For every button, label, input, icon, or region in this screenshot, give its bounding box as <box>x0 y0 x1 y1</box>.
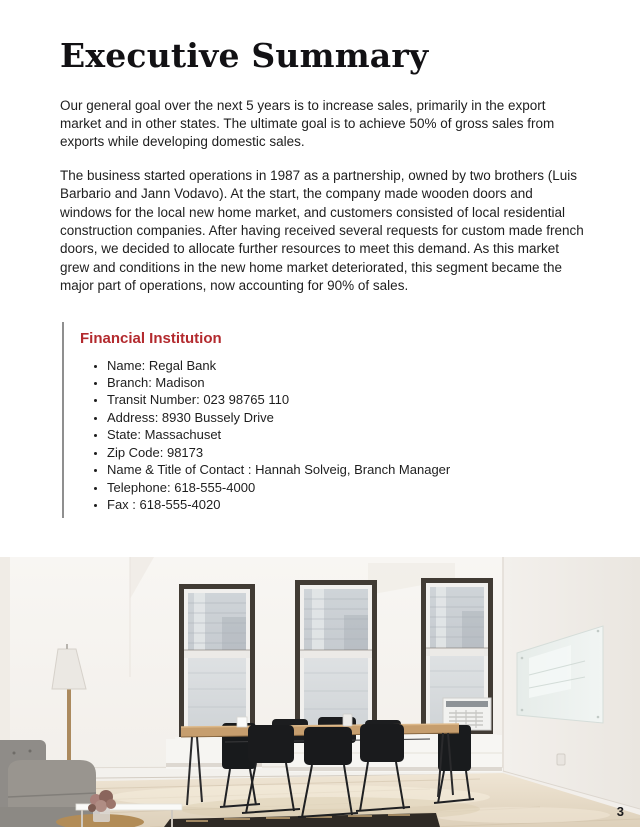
intro-paragraph: Our general goal over the next 5 years is to increase sales, primarily in the export market and in other states. The ultimate goal is to achieve 50% of gross sales from exports while developing domestic sales. <box>60 97 555 150</box>
list-item-name: • Name: Regal Bank <box>107 357 584 374</box>
list-item-branch: • Branch: Madison <box>107 374 584 391</box>
list-item-telephone: • Telephone: 618-555-4000 <box>107 479 584 496</box>
page-title: Executive Summary <box>60 36 429 75</box>
page-number: 3 <box>616 804 624 820</box>
list-item-fax: • Fax : 618-555-4020 <box>107 496 584 513</box>
financial-details-list <box>80 357 584 514</box>
history-paragraph: The business started operations in 1987 as a partnership, owned by two brothers (Luis Barbario and Jann Vodavo). At the start, the company made wooden doors and windows for the local new home market, and customers consisted of local residential construction companies. After having received several requests for custom made french doors, we decided to allocate further resources to meet this demand. As this market grew and conditions in the new home market deteriorated, this segment became the major part of operations, now accounting for 90% of sales. <box>60 167 584 294</box>
financial-institution-section <box>62 322 584 519</box>
right-wall <box>503 557 640 818</box>
section-heading: Financial Institution <box>80 329 222 347</box>
office-meeting-room-photo <box>0 557 640 827</box>
list-item-zip-code: • Zip Code: 98173 <box>107 444 584 461</box>
list-item-contact: • Name & Title of Contact : Hannah Solveig, Branch Manager <box>107 461 584 478</box>
office-photo-illustration <box>0 557 640 827</box>
list-item-address: • Address: 8930 Bussely Drive <box>107 409 584 426</box>
list-item-state: • State: Massachuset <box>107 426 584 443</box>
list-item-transit-number: • Transit Number: 023 98765 110 <box>107 391 584 408</box>
